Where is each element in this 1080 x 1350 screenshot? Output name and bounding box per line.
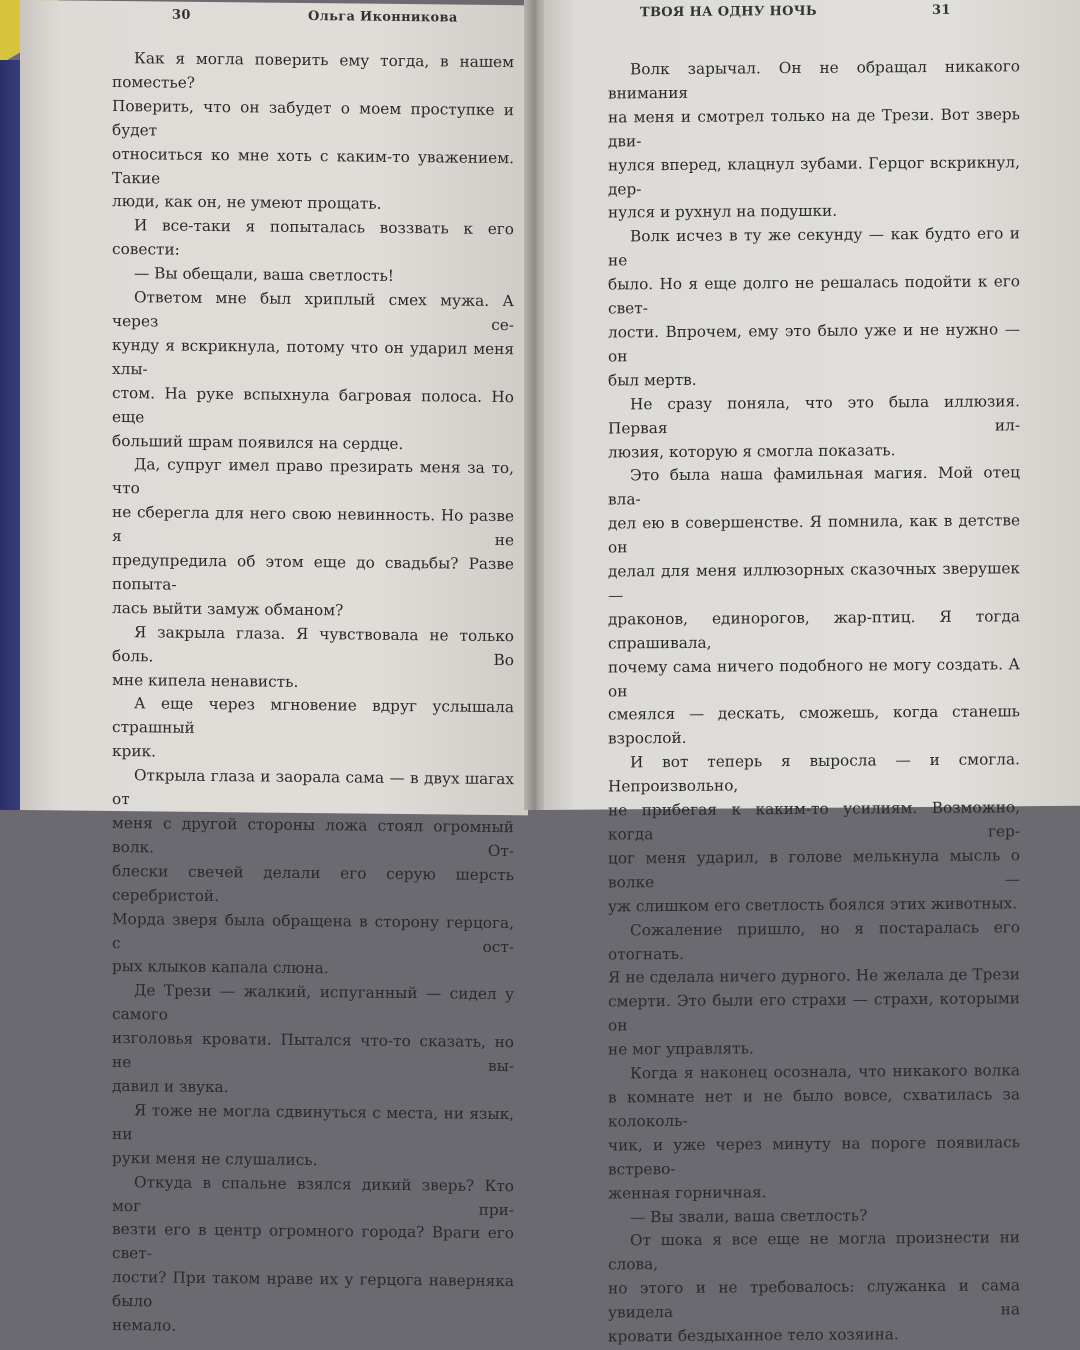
text-line: Открыла глаза и заорала сама — в двух шагах от — [112, 766, 514, 809]
text-line: чик, и уже через минуту на пороге появилась встрево- — [608, 1133, 1020, 1179]
text-line: уж слишком его светлость боялся этих животных. — [608, 894, 1018, 916]
page-number: 31 — [932, 2, 951, 18]
text-line: Поверить, что он забудет о моем проступке и будет — [112, 96, 514, 140]
text-line: смерти. Это были его страхи — страхи, которыми он — [608, 989, 1020, 1035]
text-line: Да, супруг имел право презирать меня за то, что — [112, 455, 514, 498]
text-line: давил и звука. — [112, 1076, 229, 1097]
text-line: на меня и смотрел только на де Трези. Вот зверь дви- — [608, 105, 1020, 151]
text-line: Не сразу поняла, что это была иллюзия. Первая ил- — [608, 391, 1020, 438]
running-head-title: ТВОЯ НА ОДНУ НОЧЬ — [640, 3, 817, 21]
text-line: От шока я все еще не могла произнести ни слова, — [608, 1228, 1020, 1274]
text-line: Когда я наконец осознала, что никакого волка — [630, 1061, 1020, 1083]
text-line: кровати бездыханное тело хозяина. — [608, 1325, 899, 1346]
text-line: нулся и рухнул на подушки. — [608, 202, 838, 222]
text-line: — Вы звали, ваша светлость? — [630, 1205, 868, 1226]
text-line: но этого и не требовалось: служанка и сама увидела на — [608, 1276, 1020, 1322]
text-line: изголовья кровати. Пытался что-то сказать, но не вы- — [112, 1029, 514, 1076]
text-line: лась выйти замуж обманом? — [112, 598, 344, 620]
text-line: люди, как он, не умеют прощать. — [112, 192, 382, 214]
text-line: рых клыков капала слюна. — [112, 957, 329, 978]
text-line: А еще через мгновение вдруг услышала страшный — [112, 694, 514, 738]
text-line: Я не сделала ничего дурного. Не желала де Трези — [608, 965, 1020, 987]
text-line: блески свечей делали его серую шерсть серебристой. — [112, 861, 514, 905]
text-line: нулся вперед, клацнул зубами. Герцог вскрикнул, дер- — [608, 152, 1020, 199]
text-line: Де Трези — жалкий, испуганный — сидел у самого — [112, 981, 514, 1024]
text-line: было. Но я еще долго не решалась подойти к его свет- — [608, 272, 1020, 318]
text-line: делал для меня иллюзорных сказочных зверушек — — [608, 559, 1020, 605]
text-line: Волк зарычал. Он не обращал никакого внимания — [608, 57, 1020, 103]
text-line: драконов, единорогов, жар-птиц. Я тогда спрашивала, — [608, 607, 1020, 653]
text-line: был мертв. — [608, 370, 697, 390]
text-line: — Вы обещали, ваша светлость! — [134, 264, 394, 286]
text-line: не мог управлять. — [608, 1039, 754, 1059]
text-line: предупредила об этом еще до свадьбы? Разве попыта- — [112, 550, 514, 594]
text-line: Откуда в спальне взялся дикий зверь? Кто мог при- — [112, 1172, 514, 1219]
right-page-text — [608, 55, 1020, 1349]
text-line: Ответом мне был хриплый смех мужа. А через се- — [112, 288, 514, 335]
text-line: Волк исчез в ту же секунду — как будто его и не — [608, 224, 1020, 270]
text-line: женная горничная. — [608, 1182, 767, 1203]
background-cover-edge — [0, 60, 22, 810]
left-page-text — [112, 47, 514, 1342]
text-line: в комнате нет и не было вовсе, схватилась за колоколь- — [608, 1085, 1020, 1131]
right-page — [544, 0, 1080, 1346]
text-line: не прибегая к каким-то усилиям. Возможно, когда гер- — [608, 798, 1020, 844]
text-line: лости. Впрочем, ему это было уже и не нужно — он — [608, 320, 1020, 366]
text-line: Я закрыла глаза. Я чувствовала не только боль. Во — [112, 622, 514, 669]
text-line: смеялся — дескать, сможешь, когда станешь взрослой. — [608, 702, 1020, 748]
text-line: Как я могла поверить ему тогда, в нашем поместье? — [112, 49, 514, 92]
page-number: 30 — [172, 7, 191, 23]
text-line: Сожаление пришло, но я постаралась его отогнать. — [608, 917, 1020, 964]
text-line: цог меня ударил, в голове мелькнула мысль о волке — — [608, 846, 1020, 892]
text-line: И все-таки я попыталась воззвать к его совести: — [112, 216, 514, 259]
text-line: относиться ко мне хоть с каким-то уважением. Такие — [112, 144, 514, 187]
text-line: руки меня не слушались. — [112, 1148, 318, 1169]
text-line: люзия, которую я смогла показать. — [608, 440, 896, 461]
text-line: стом. На руке вспыхнула багровая полоса. Но еще — [112, 383, 514, 426]
text-line: не сберегла для него свою невинность. Но разве я не — [112, 503, 514, 550]
text-line: кунду я вскрикнула, потому что он ударил меня хлы- — [112, 335, 514, 379]
text-line: Я тоже не могла сдвинуться с места, ни язык, ни — [112, 1101, 514, 1143]
text-line: И вот теперь я выросла — и смогла. Непроизвольно, — [608, 750, 1020, 796]
text-line: Морда зверя была обращена в сторону герцога, с ост- — [112, 909, 514, 956]
text-line: почему сама ничего подобного не могу создать. А он — [608, 654, 1020, 701]
text-line: мне кипела ненависть. — [112, 670, 299, 691]
text-line: больший шрам появился на сердце. — [112, 431, 404, 453]
text-line: немало. — [112, 1315, 177, 1335]
text-line: везти его в центр огромного города? Враги его свет- — [112, 1220, 514, 1263]
running-head-author: Ольга Иконникова — [308, 9, 458, 26]
text-line: меня с другой стороны ложа стоял огромный волк. От- — [112, 813, 514, 861]
text-line: крик. — [112, 742, 156, 761]
text-line: дел ею в совершенстве. Я помнила, как в детстве он — [608, 511, 1020, 557]
text-line: лости? При таком нраве их у герцога наверняка было — [112, 1268, 514, 1311]
text-line: Это была наша фамильная магия. Мой отец вла- — [608, 463, 1020, 509]
left-page — [20, 0, 528, 1335]
